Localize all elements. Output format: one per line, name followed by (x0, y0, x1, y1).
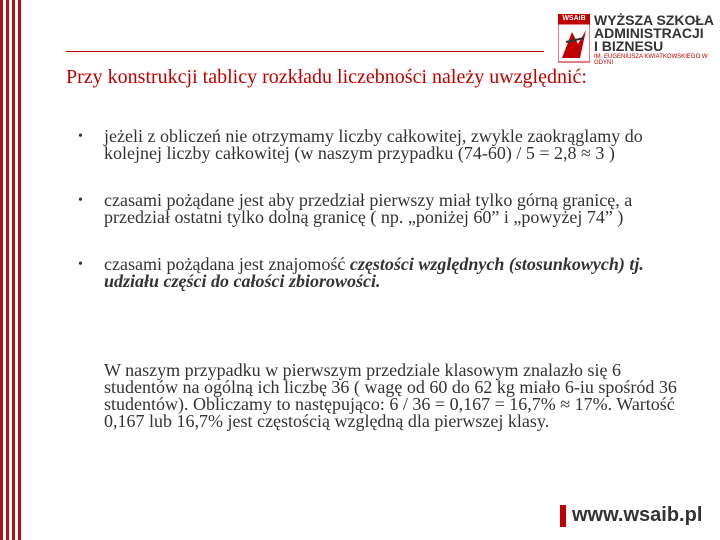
footer-url[interactable] (560, 504, 702, 527)
logo-name-line: WYŻSZA SZKOŁA (594, 12, 715, 28)
bullet-item (78, 128, 698, 162)
url-marker-icon (560, 505, 566, 527)
slide-title: Przy konstrukcji tablicy rozkładu liczebności należy uwzględnić: (66, 66, 587, 88)
title-divider (66, 51, 544, 52)
bullet-text: czasami pożądana jest znajomość (104, 254, 350, 274)
bullet-emphasis: częstości względnych (stosunkowych) tj. udziału części do całości zbiorowości. (104, 254, 644, 291)
decorative-side-stripes (0, 0, 24, 540)
bullet-marker: • (78, 193, 83, 208)
bullet-marker: • (78, 129, 83, 144)
logo-name-line: I BIZNESU (594, 38, 664, 54)
logo-name (594, 14, 714, 53)
bullet-text: jeżeli z obliczeń nie otrzymamy liczby całkowitej, zwykle zaokrąglamy do kolejnej liczby całkowitej (w naszym przypadku (74-60) / 5 = 2,8 ≈ 3 ) (104, 126, 643, 163)
explanation-paragraph: W naszym przypadku w pierwszym przedziale klasowym znalazło się 6 studentów na ogólną ich liczbę 36 ( wagę od 60 do 62 kg miało 6-iu spośród 36 studentów). Obliczamy to następująco: 6 / 36 = 0,167 = 16,7% ≈ 17%. Wartość 0,167 lub 16,7% jest częstością względną dla pierwszej klasy. (104, 360, 677, 431)
bullet-text: czasami pożądane jest aby przedział pierwszy miał tylko górną granicę, a przedział ostatni tylko dolną granicę ( np. „poniżej 60” i „powyżej 74” ) (104, 190, 633, 227)
bullet-item (78, 256, 698, 290)
logo-subtitle: IM. EUGENIUSZA KWIATKOWSKIEGO W GDYNI (594, 54, 708, 66)
footer-url-text[interactable]: www.wsaib.pl (572, 504, 703, 526)
logo-emblem-icon (558, 14, 590, 64)
wsaib-logo (558, 14, 720, 72)
bullet-marker: • (78, 257, 83, 272)
logo-abbreviation: WSAiB (558, 14, 590, 24)
bullet-item (78, 192, 698, 226)
logo-name-line: ADMINISTRACJI (594, 25, 704, 41)
bullet-list (78, 128, 698, 320)
